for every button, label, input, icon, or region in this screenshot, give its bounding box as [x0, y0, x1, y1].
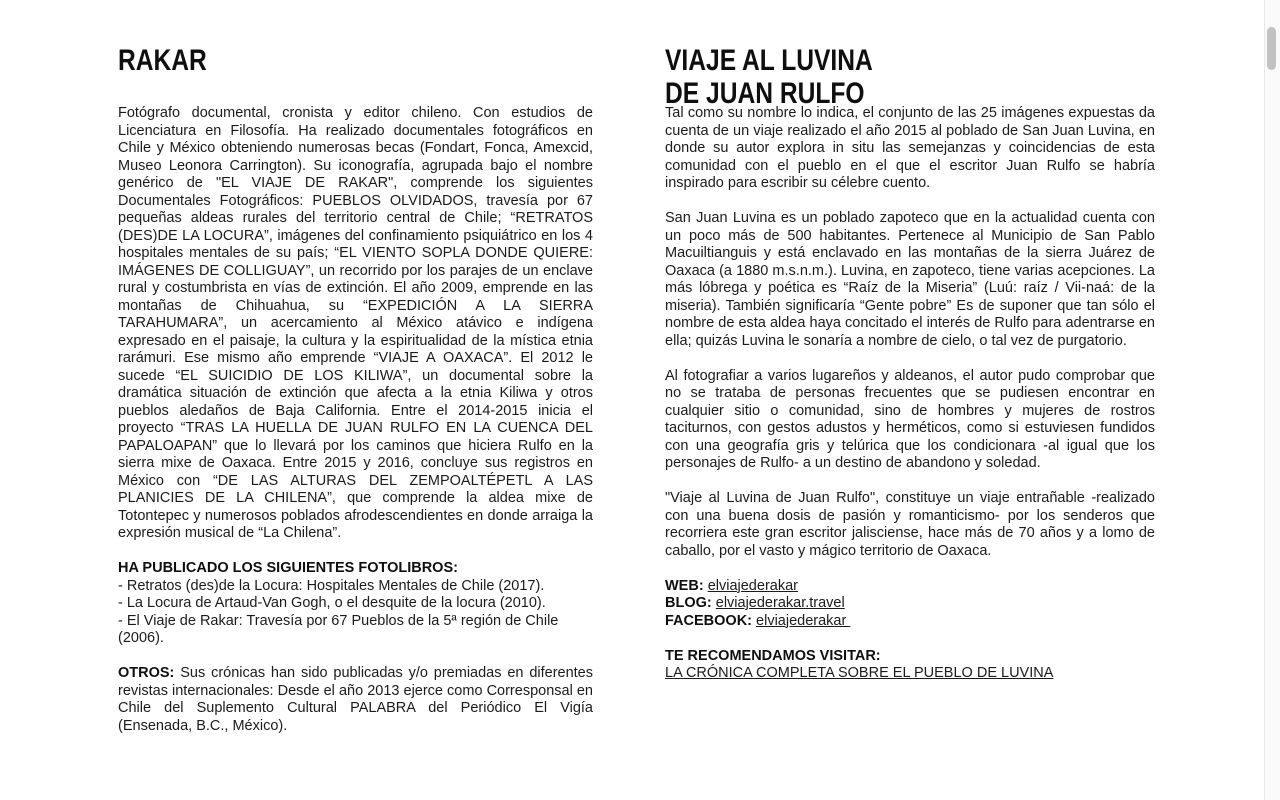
left-column-title: RAKAR	[118, 44, 207, 78]
fotolibros-heading: HA PUBLICADO LOS SIGUIENTES FOTOLIBROS:	[118, 560, 458, 576]
web-link-row	[665, 578, 1155, 596]
fotolibros-item: - Retratos (des)de la Locura: Hospitales Mentales de Chile (2017).	[118, 577, 545, 594]
web-label: WEB:	[665, 577, 704, 594]
scrollbar-track[interactable]	[1264, 0, 1280, 800]
facebook-link[interactable]: elviajederakar	[756, 612, 851, 629]
otros-text: Sus crónicas han sido publicadas y/o premiadas en diferentes revistas internacionales: Desde el año 2013 ejerce como Corresponsal en Chile del Suplemento Cultural PALABRA del Periódico El Vigía (Ensenada, B.C., México).	[118, 665, 593, 734]
blog-link[interactable]: elviajederakar.travel	[715, 595, 845, 611]
blog-label: BLOG:	[665, 595, 712, 611]
otros-label: OTROS:	[118, 665, 175, 681]
exhibit-paragraph: Tal como su nombre lo indica, el conjunto de las 25 imágenes expuestas da cuenta de un viaje realizado el año 2015 al poblado de San Juan Luvina, en donde su autor explora in situ las semejanzas y coincidencias de esta comunidad con el pueblo en el que el escritor Juan Rulfo se habría inspirado para escribir su célebre cuento.	[665, 105, 1155, 191]
scrollbar-thumb[interactable]	[1267, 27, 1276, 70]
cronica-luvina-link[interactable]: LA CRÓNICA COMPLETA SOBRE EL PUEBLO DE LUVINA	[665, 665, 1054, 681]
exhibit-paragraph: Al fotografiar a varios lugareños y aldeanos, el autor pudo comprobar que no se trataba de personas frecuentes que se pudiesen encontrar en cualquier sitio o comunidad, sino de hombres y mujeres de rostros taciturnos, con gestos adustos y herméticos, como si estuviesen fundidos con una geografía gris y telúrica que los condicionara -al igual que los personajes de Rulfo- a un destino de abandono y soledad.	[665, 367, 1155, 471]
left-column-body	[118, 105, 593, 753]
facebook-link-row	[665, 613, 1155, 631]
exhibit-paragraph: "Viaje al Luvina de Juan Rulfo", constituye un viaje entrañable -realizado con una buena dosis de pasión y romanticismo- por los senderos que recorriera este gran escritor jalisciense, hace más de 70 años y a lomo de caballo, por el vasto y mágico territorio de Oaxaca.	[665, 490, 1155, 559]
recommend-heading: TE RECOMENDAMOS VISITAR:	[665, 647, 881, 664]
right-column-title	[665, 44, 873, 110]
otros-paragraph	[118, 665, 593, 735]
fotolibros-item: - El Viaje de Rakar: Travesía por 67 Pueblos de la 5ª región de Chile (2006).	[118, 612, 559, 646]
blog-link-row	[665, 595, 1155, 613]
right-column-body	[665, 105, 1155, 683]
web-link[interactable]: elviajederakar	[707, 577, 798, 594]
fotolibros-section	[118, 560, 593, 648]
bio-paragraph: Fotógrafo documental, cronista y editor chileno. Con estudios de Licenciatura en Filosofía. Ha realizado documentales fotográficos en Chile y México obteniendo numerosas becas (Fondart, Fonca, Amexcid, Museo Leonora Carrington). Su iconografía, agrupada bajo el nombre genérico de "EL VIAJE DE RAKAR", comprende los siguientes Documentales Fotográficos: PUEBLOS OLVIDADOS, travesía por 67 pequeñas aldeas rurales del territorio central de Chile; “RETRATOS (DES)DE LA LOCURA”, imágenes del confinamiento psiquiátrico en los 4 hospitales mentales de su país; “EL VIENTO SOPLA DONDE QUIERE: IMÁGENES DE COLLIGUAY”, un recorrido por los parajes de un enclave rural y costumbrista en vías de extinción. El año 2009, emprende en las montañas de Chihuahua, su “EXPEDICIÓN A LA SIERRA TARAHUMARA”, un acercamiento al México atávico e indígena expresado en el paisaje, la cultura y la espiritualidad de la mística etnia rarámuri. Ese mismo año emprende “VIAJE A OAXACA”. El 2012 le sucede “EL SUICIDIO DE LOS KILIWA”, un documental sobre la dramática situación de extinción que afecta a la etnia Kiliwa y otros pueblos aledaños de Baja California. Entre el 2014-2015 inicia el proyecto “TRAS LA HUELLA DE JUAN RULFO EN LA CUENCA DEL PAPALOAPAN” que lo llevará por los caminos que hiciera Rulfo en la sierra mixe de Oaxaca. Entre 2015 y 2016, concluye sus registros en México con “DE LAS ALTURAS DEL ZEMPOALTÉPETL A LAS PLANICIES DE LA CHILENA”, que comprende la aldea mixe de Totontepec y numerosos poblados afrodescendientes en donde arraiga la expresión musical de “La Chilena”.	[118, 105, 593, 541]
fotolibros-item: - La Locura de Artaud-Van Gogh, o el desquite de la locura (2010).	[118, 595, 546, 611]
right-title-line1: VIAJE AL LUVINA	[665, 44, 873, 78]
exhibit-paragraph: San Juan Luvina es un poblado zapoteco que en la actualidad cuenta con un poco más de 500 habitantes. Pertenece al Municipio de San Pablo Macuiltianguis y está enclavado en las montañas de la sierra Juárez de Oaxaca (a 1880 m.s.n.m.). Luvina, en zapoteco, tiene varias acepciones. La más lóbrega y poética es “Raíz de la Miseria” (Luú: raíz / Vii-naá: de la miseria). También significaría “Gente pobre” Es de suponer que tan sólo el nombre de esta aldea haya concitado el interés de Rulfo para adentrarse en ella; quizás Luvina le sonaría a nombre de cielo, o tal vez de purgatorio.	[665, 210, 1155, 349]
facebook-label: FACEBOOK:	[665, 612, 752, 629]
right-title-line2: DE JUAN RULFO	[665, 77, 865, 111]
contact-links	[665, 578, 1155, 631]
